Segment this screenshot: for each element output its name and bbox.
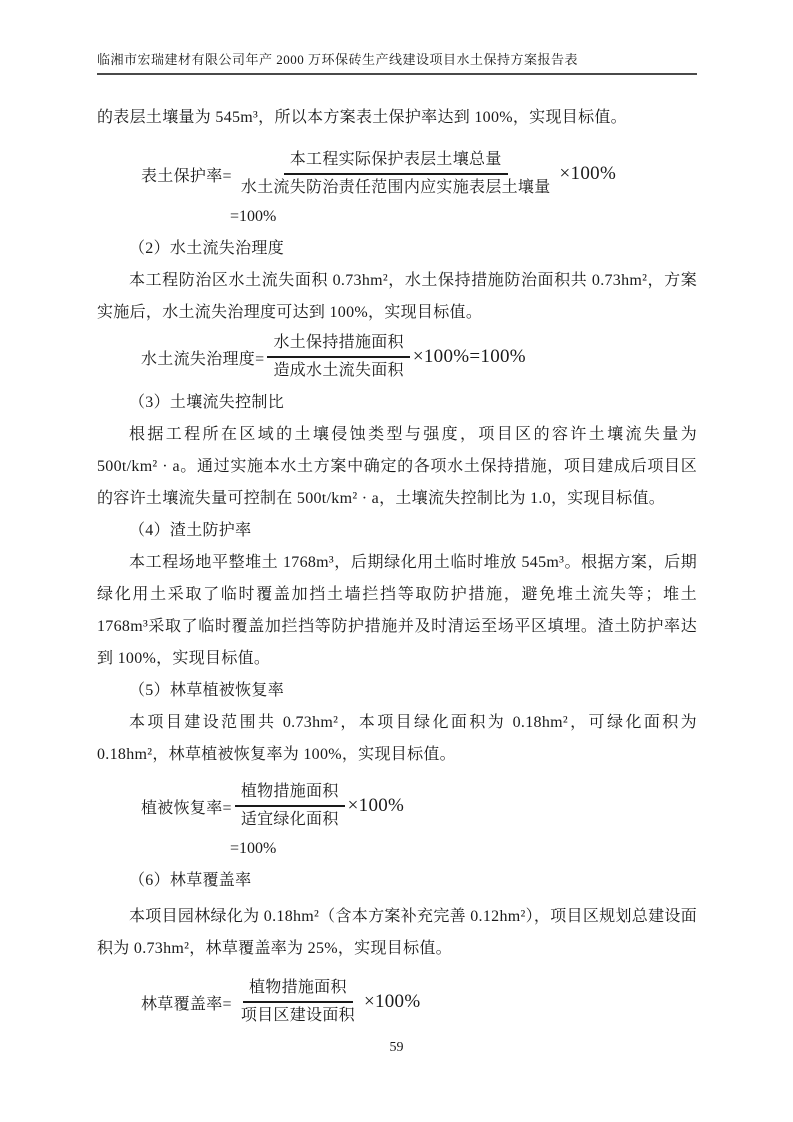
formula-result: =100%	[230, 840, 277, 857]
fraction	[235, 779, 345, 833]
heading-section-4: （4）渣土防护率	[129, 522, 252, 539]
paragraph-section-2: 本工程防治区水土流失面积 0.73hm²，水土保持措施防治面积共 0.73hm²，方案实施后，水土流失治理度可达到 100%，实现目标值。	[97, 272, 697, 321]
paragraph-section-4: 本工程场地平整堆土 1768m³，后期绿化用土临时堆放 545m³。根据方案，后期绿化用土采取了临时覆盖加挡土墙拦挡等取防护措施，避免堆土流失等；堆土 1768m³采取了临时覆盖加拦挡等防护措施并及时清运至场平区填埋。渣土防护率达到 100%，实现目标值。	[97, 554, 697, 667]
paragraph-section-3: 根据工程所在区域的土壤侵蚀类型与强度，项目区的容许土壤流失量为 500t/km² · a。通过实施本水土方案中确定的各项水土保持措施，项目建成后项目区的容许土壤流失量可控制在 500t/km² · a，土壤流失控制比为 1.0，实现目标值。	[97, 426, 697, 507]
formula-multiplier: ×100%	[559, 163, 617, 184]
fraction	[235, 975, 361, 1029]
formula-lhs: 表土保护率=	[141, 167, 232, 185]
fraction-denominator: 适宜绿化面积	[240, 811, 339, 828]
formula-multiplier: ×100%	[347, 795, 405, 816]
heading-section-5: （5）林草植被恢复率	[129, 682, 285, 699]
paragraph-section-5: 本项目建设范围共 0.73hm²，本项目绿化面积为 0.18hm²，可绿化面积为 0.18hm²，林草植被恢复率为 100%，实现目标值。	[97, 714, 697, 763]
fraction-numerator: 水土保持措施面积	[267, 330, 409, 358]
formula-multiplier: ×100%	[363, 991, 421, 1012]
fraction-denominator: 项目区建设面积	[240, 1007, 355, 1024]
formula-forest-grass-coverage	[141, 975, 697, 1029]
fraction-denominator: 造成水土流失面积	[273, 362, 404, 379]
formula-erosion-control-degree	[141, 330, 697, 384]
formula-multiplier: ×100%=100%	[412, 346, 526, 367]
heading-section-2: （2）水土流失治理度	[129, 240, 285, 257]
heading-section-3: （3）土壤流失控制比	[129, 394, 285, 411]
document-header-title: 临湘市宏瑞建材有限公司年产 2000 万环保砖生产线建设项目水土保持方案报告表	[97, 50, 697, 75]
paragraph-topsoil-intro: 的表层土壤量为 545m³，所以本方案表土保护率达到 100%，实现目标值。	[97, 109, 627, 126]
fraction-numerator: 本工程实际保护表层土壤总量	[284, 147, 508, 175]
fraction-numerator: 植物措施面积	[243, 975, 353, 1003]
fraction-denominator: 水土流失防治责任范围内应实施表层土壤量	[240, 179, 551, 196]
formula-result: =100%	[230, 208, 277, 225]
formula-topsoil-protection-rate	[141, 147, 697, 201]
formula-lhs: 林草覆盖率=	[141, 995, 232, 1013]
paragraph-section-6: 本项目园林绿化为 0.18hm²（含本方案补充完善 0.12hm²），项目区规划总建设面积为 0.73hm²，林草覆盖率为 25%，实现目标值。	[97, 908, 697, 957]
formula-lhs: 水土流失治理度=	[141, 350, 265, 368]
fraction-numerator: 植物措施面积	[235, 779, 345, 807]
page-number: 59	[389, 1040, 404, 1055]
formula-lhs: 植被恢复率=	[141, 799, 232, 817]
heading-section-6: （6）林草覆盖率	[129, 872, 252, 889]
fraction	[235, 147, 557, 201]
formula-vegetation-recovery-rate	[141, 779, 697, 833]
fraction	[267, 330, 409, 384]
